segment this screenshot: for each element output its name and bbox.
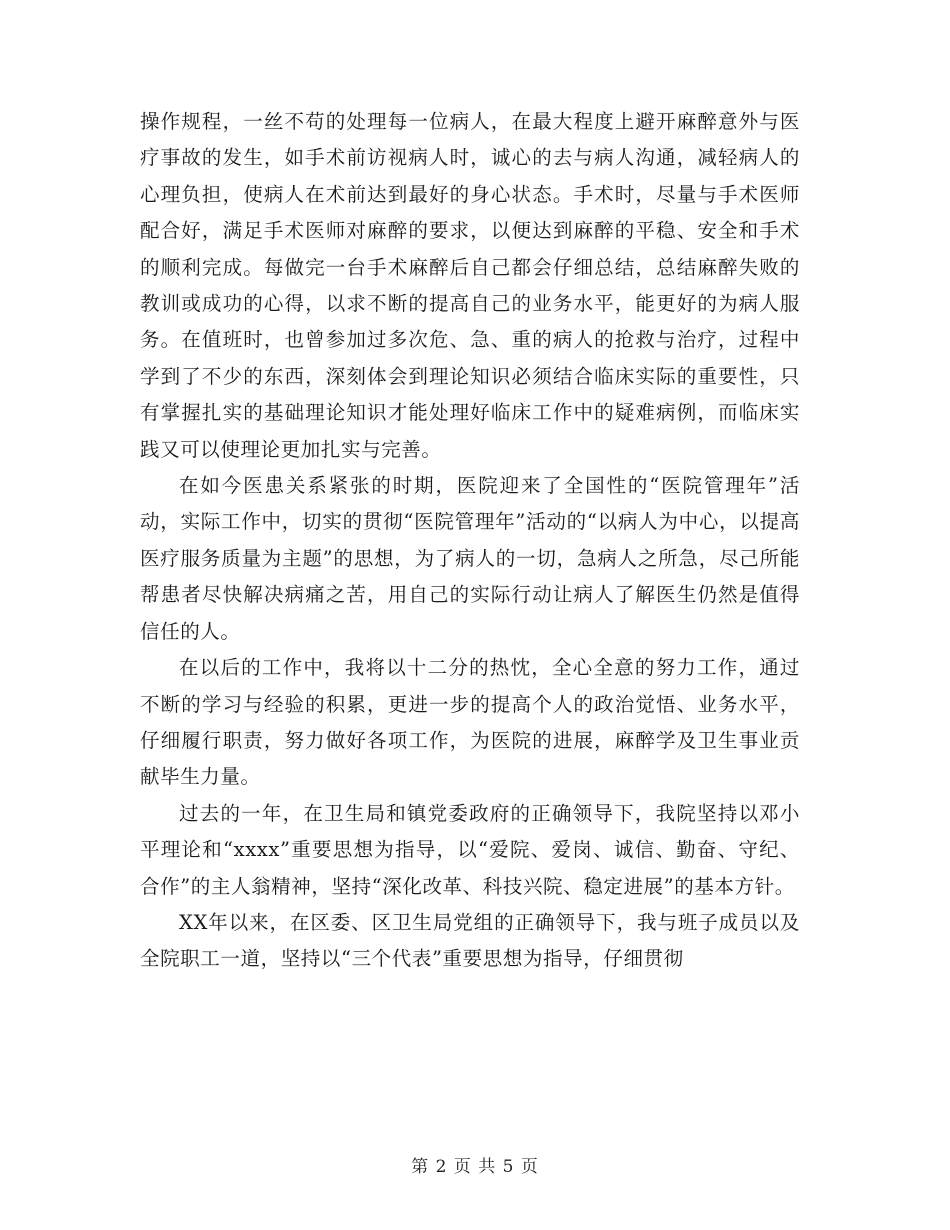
document-body [140,104,800,978]
paragraph-4: 过去的一年，在卫生局和镇党委政府的正确领导下，我院坚持以邓小平理论和“xxxx”重要思想为指导，以“爱院、爱岗、诚信、勤奋、守纪、合作”的主人翁精神，坚持“深化改革、科技兴院、稳定进展”的基本方针。 [140,801,800,898]
paragraph-2: 在如今医患关系紧张的时期，医院迎来了全国性的“医院管理年”活动，实际工作中，切实的贯彻“医院管理年”活动的“以病人为中心，以提高医疗服务质量为主题”的思想，为了病人的一切，急病人之所急，尽己所能帮患者尽快解决病痛之苦，用自己的实际行动让病人了解医生仍然是值得信任的人。 [140,474,800,643]
page-number-footer: 第 2 页 共 5 页 [411,1157,539,1177]
paragraph-1: 操作规程，一丝不苟的处理每一位病人，在最大程度上避开麻醉意外与医疗事故的发生，如手术前访视病人时，诚心的去与病人沟通，减轻病人的心理负担，使病人在术前达到最好的身心状态。手术时，尽量与手术医师配合好，满足手术医师对麻醉的要求，以便达到麻醉的平稳、安全和手术的顺利完成。每做完一台手术麻醉后自己都会仔细总结，总结麻醉失败的教训或成功的心得，以求不断的提高自己的业务水平，能更好的为病人服务。在值班时，也曾参加过多次危、急、重的病人的抢救与治疗，过程中学到了不少的东西，深刻体会到理论知识必须结合临床实际的重要性，只有掌握扎实的基础理论知识才能处理好临床工作中的疑难病例，而临床实践又可以使理论更加扎实与完善。 [140,110,800,461]
paragraph-5: XX年以来，在区委、区卫生局党组的正确领导下，我与班子成员以及全院职工一道，坚持以“三个代表”重要思想为指导，仔细贯彻 [140,910,800,971]
paragraph-3: 在以后的工作中，我将以十二分的热忱，全心全意的努力工作，通过不断的学习与经验的积累，更进一步的提高个人的政治觉悟、业务水平，仔细履行职责，努力做好各项工作，为医院的进展，麻醉学及卫生事业贡献毕生力量。 [140,656,800,789]
